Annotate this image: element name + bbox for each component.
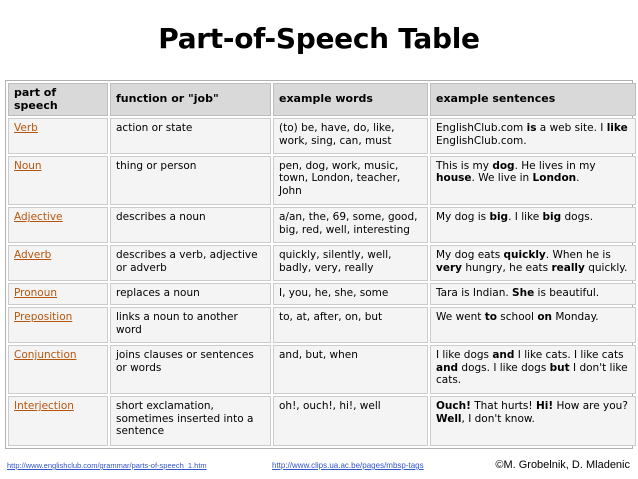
example-sentence-cell: I like dogs and I like cats. I like cats and dogs. I like dogs but I don't like cats. <box>430 345 636 394</box>
emphasized-word: Ouch! <box>436 400 471 413</box>
emphasized-word: but <box>549 361 570 374</box>
table-row <box>8 156 636 205</box>
example-sentence-cell: This is my dog. He lives in my house. We live in London. <box>430 156 636 205</box>
emphasized-word: really <box>551 261 585 274</box>
pos-link-noun[interactable]: Noun <box>14 159 42 172</box>
slide-title: Part-of-Speech Table <box>158 22 480 55</box>
emphasized-word: dog <box>492 159 515 172</box>
emphasized-word: and <box>492 349 515 362</box>
example-words-cell: and, but, when <box>273 345 428 394</box>
emphasized-word: house <box>436 172 472 185</box>
clips-source-link[interactable]: http://www.clips.ua.ac.be/pages/mbsp-tags <box>272 461 424 470</box>
emphasized-word: and <box>436 361 459 374</box>
function-cell: short exclamation, sometimes inserted into a sentence <box>110 396 271 446</box>
pos-link-adjective[interactable]: Adjective <box>14 211 63 224</box>
header-example-sentences: example sentences <box>430 83 636 116</box>
function-cell: describes a noun <box>110 207 271 243</box>
example-sentence-cell: We went to school on Monday. <box>430 307 636 343</box>
emphasized-word: to <box>484 311 497 324</box>
example-words-cell: (to) be, have, do, like, work, sing, can, must <box>273 118 428 154</box>
emphasized-word: quickly <box>503 249 546 262</box>
emphasized-word: big <box>542 211 562 224</box>
table-row <box>8 118 636 154</box>
emphasized-word: like <box>606 122 628 134</box>
example-words-cell: to, at, after, on, but <box>273 307 428 343</box>
example-sentence-cell: EnglishClub.com is a web site. I like EnglishClub.com. <box>430 118 636 154</box>
example-sentence-cell: My dog eats quickly. When he is very hungry, he eats really quickly. <box>430 245 636 281</box>
pos-link-preposition[interactable]: Preposition <box>14 311 73 324</box>
pos-link-conjunction[interactable]: Conjunction <box>14 349 77 362</box>
example-words-cell: quickly, silently, well, badly, very, really <box>273 245 428 281</box>
pos-link-pronoun[interactable]: Pronoun <box>14 286 58 299</box>
example-words-cell: a/an, the, 69, some, good, big, red, well, interesting <box>273 207 428 243</box>
function-cell: links a noun to another word <box>110 307 271 343</box>
table-row <box>8 283 636 305</box>
example-words-cell: pen, dog, work, music, town, London, teacher, John <box>273 156 428 205</box>
example-sentence-cell: My dog is big. I like big dogs. <box>430 207 636 243</box>
copyright-credit: ©M. Grobelnik, D. Mladenic <box>495 459 630 471</box>
function-cell: thing or person <box>110 156 271 205</box>
function-cell: action or state <box>110 118 271 154</box>
emphasized-word: very <box>436 261 462 274</box>
header-part-of-speech: part of speech <box>8 83 108 116</box>
example-words-cell: I, you, he, she, some <box>273 283 428 305</box>
table-row <box>8 207 636 243</box>
example-words-cell: oh!, ouch!, hi!, well <box>273 396 428 446</box>
emphasized-word: She <box>512 286 535 299</box>
table-row <box>8 396 636 446</box>
function-cell: joins clauses or sentences or words <box>110 345 271 394</box>
table-row <box>8 307 636 343</box>
emphasized-word: big <box>489 211 509 224</box>
pos-table <box>6 81 638 448</box>
pos-link-adverb[interactable]: Adverb <box>14 249 52 262</box>
table-row <box>8 245 636 281</box>
example-sentence-cell: Tara is Indian. She is beautiful. <box>430 283 636 305</box>
function-cell: replaces a noun <box>110 283 271 305</box>
emphasized-word: on <box>537 311 553 324</box>
emphasized-word: is <box>526 122 537 134</box>
pos-table-container <box>5 80 633 449</box>
pos-link-verb[interactable]: Verb <box>14 122 38 134</box>
emphasized-word: Hi! <box>535 400 554 413</box>
example-sentence-cell: Ouch! That hurts! Hi! How are you? Well, I don't know. <box>430 396 636 446</box>
englishclub-source-link[interactable]: http://www.englishclub.com/grammar/parts-of-speech_1.htm <box>7 461 207 470</box>
emphasized-word: Well <box>436 412 462 425</box>
table-header-row <box>8 83 636 116</box>
header-example-words: example words <box>273 83 428 116</box>
function-cell: describes a verb, adjective or adverb <box>110 245 271 281</box>
table-row <box>8 345 636 394</box>
header-function: function or "job" <box>110 83 271 116</box>
pos-link-interjection[interactable]: Interjection <box>14 400 74 413</box>
emphasized-word: London <box>532 172 577 185</box>
